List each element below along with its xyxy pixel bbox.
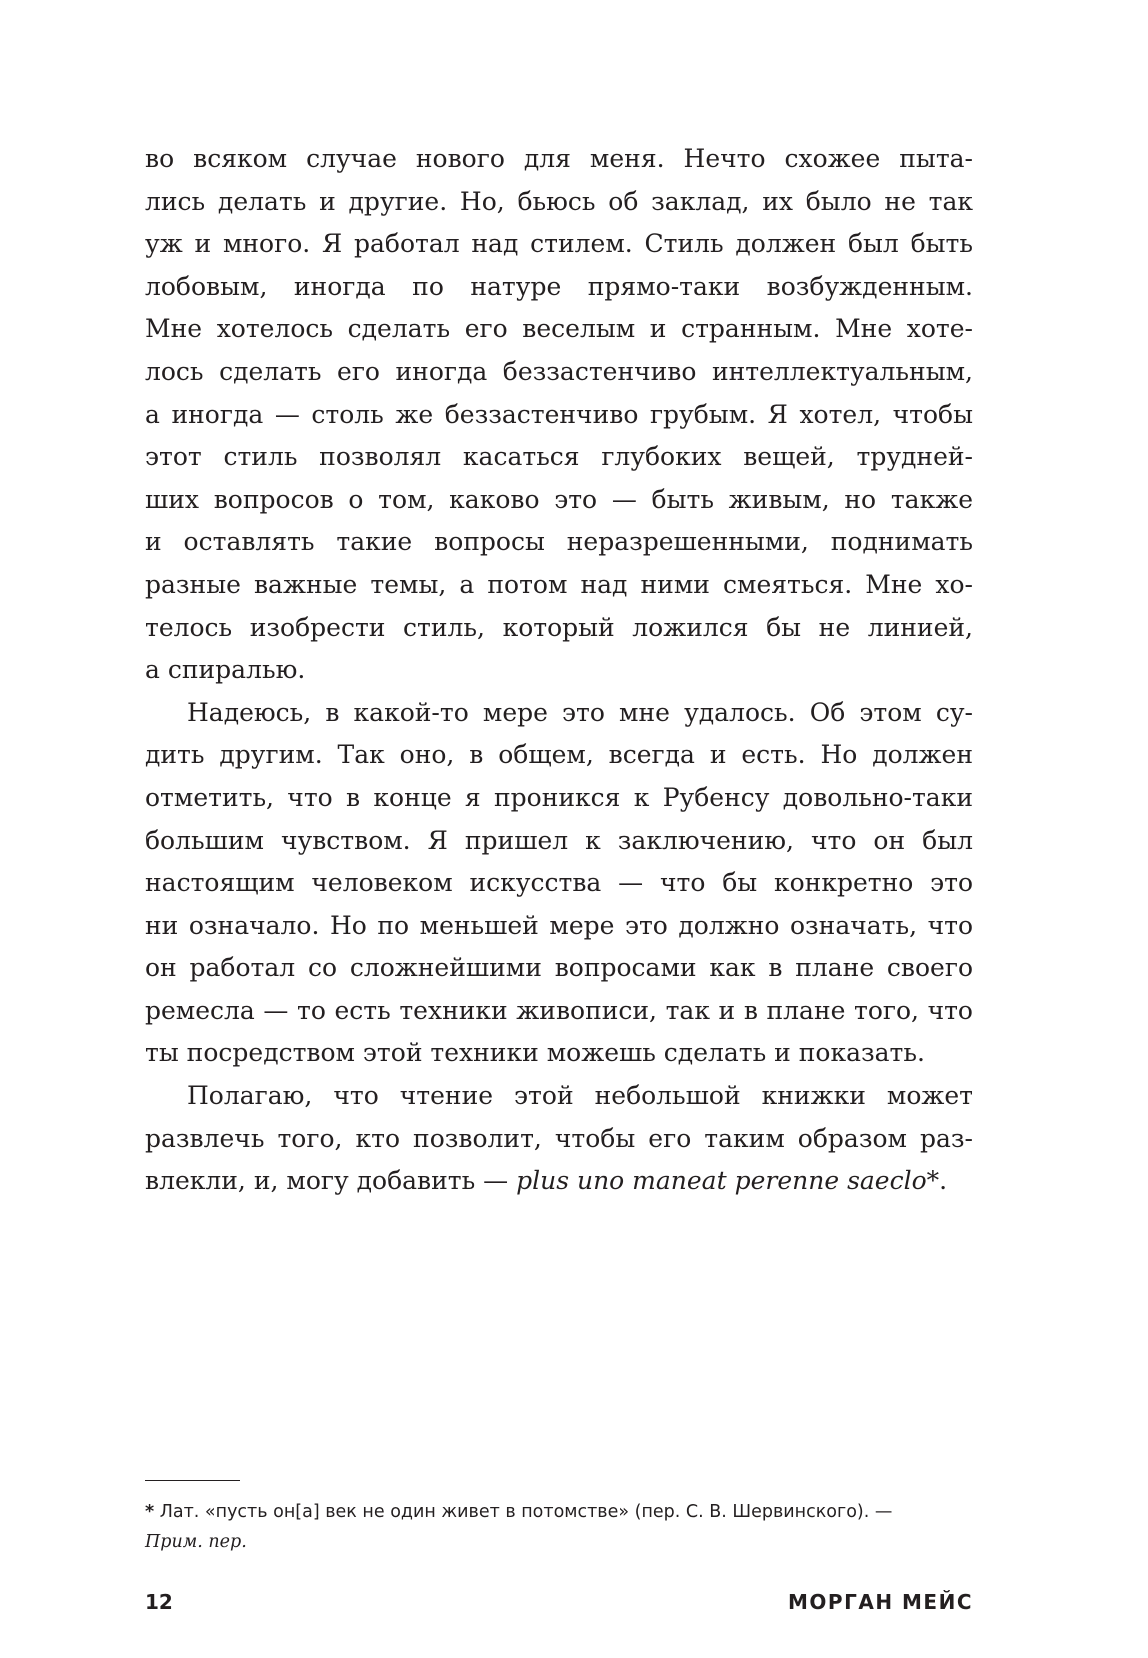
text-line: отметить, что в конце я проникся к Рубенсу довольно-таки <box>145 782 973 812</box>
text-line: Мне хотелось сделать его веселым и странным. Мне хоте- <box>145 314 973 344</box>
page-number: 12 <box>145 1590 173 1614</box>
text-line: уж и много. Я работал над стилем. Стиль должен был быть <box>145 229 973 259</box>
final-line-end: . <box>939 1166 948 1196</box>
text-line: ших вопросов о том, каково это — быть живым, но также <box>145 484 973 514</box>
text-line: лобовым, иногда по натуре прямо-таки возбужденным. <box>145 271 973 301</box>
text-line: ремесла — то есть техники живописи, так и в плане того, что <box>145 995 973 1025</box>
text-line: лись делать и другие. Но, бьюсь об заклад, их было не так <box>145 186 973 216</box>
text-line: телось изобрести стиль, который ложился бы не линией, <box>145 612 973 642</box>
text-line: этот стиль позволял касаться глубоких вещей, трудней- <box>145 442 973 472</box>
latin-quote: plus uno maneat perenne saeclo <box>516 1166 927 1196</box>
text-line: ты посредством этой техники можешь сделать и показать. <box>145 1038 925 1068</box>
text-line: дить другим. Так оно, в общем, всегда и есть. Но должен <box>145 740 973 770</box>
text-line: Полагаю, что чтение этой небольшой книжки может <box>187 1081 973 1111</box>
footnote-line <box>145 1497 975 1527</box>
text-line: а иногда — столь же беззастенчиво грубым. Я хотел, чтобы <box>145 399 973 429</box>
text-line: а спиралью. <box>145 655 306 685</box>
footnote-mark: * <box>145 1502 155 1522</box>
text-line: он работал со сложнейшими вопросами как в плане своего <box>145 953 973 983</box>
text-line: развлечь того, кто позволит, чтобы его таким образом раз- <box>145 1123 973 1153</box>
translator-note: Прим. пер. <box>145 1532 247 1552</box>
text-line: и оставлять такие вопросы неразрешенными, поднимать <box>145 527 973 557</box>
text-line: во всяком случае нового для меня. Нечто схожее пыта- <box>145 144 973 173</box>
body-text <box>145 138 973 1203</box>
text-line: ни означало. Но по меньшей мере это должно означать, что <box>145 910 973 940</box>
running-head-author: МОРГАН МЕЙС <box>788 1590 973 1614</box>
footnote-text: Лат. «пусть он[а] век не один живет в потомстве» (пер. С. В. Шервинского). — <box>154 1502 893 1522</box>
text-line: большим чувством. Я пришел к заключению, что он был <box>145 825 973 855</box>
text-line: Надеюсь, в какой-то мере это мне удалось. Об этом су- <box>187 697 973 727</box>
footnote-divider <box>145 1480 240 1481</box>
text-line-final <box>145 1160 973 1203</box>
footnote-reference[interactable]: * <box>926 1166 940 1196</box>
text-line: настоящим человеком искусства — что бы конкретно это <box>145 868 973 898</box>
footnote <box>145 1497 975 1557</box>
text-line: разные важные темы, а потом над ними смеяться. Мне хо- <box>145 569 973 599</box>
final-line-lead: влекли, и, могу добавить — <box>145 1166 517 1196</box>
text-line: лось сделать его иногда беззастенчиво интеллектуальным, <box>145 356 973 386</box>
